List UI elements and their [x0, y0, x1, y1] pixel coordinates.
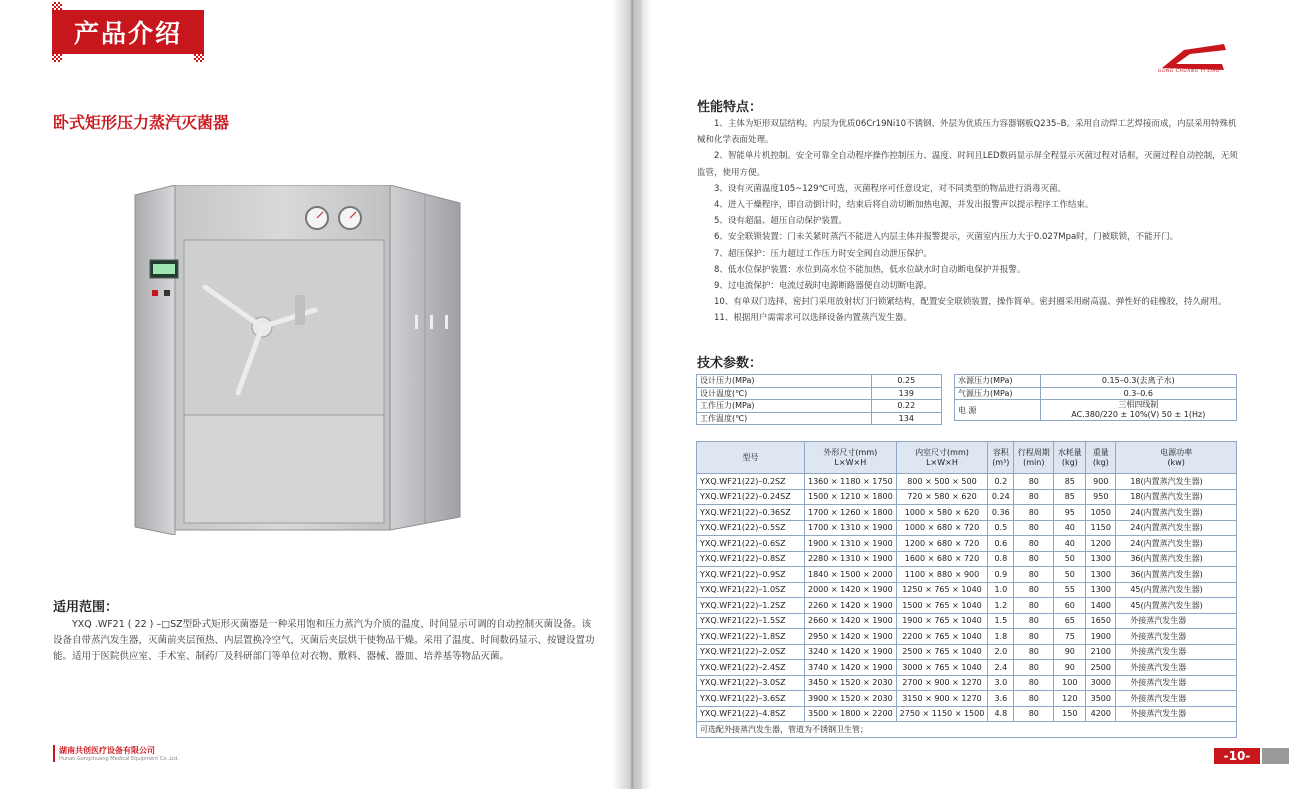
cell-weight: 1300	[1086, 582, 1116, 598]
cell-outer-size: 2660 × 1420 × 1900	[805, 613, 897, 629]
cell-model: YXQ.WF21(22)–4.8SZ	[697, 706, 805, 722]
cell-volume: 3.0	[988, 675, 1014, 691]
cell-water: 40	[1054, 520, 1086, 536]
left-page	[0, 0, 632, 789]
header-text: 水耗量	[1057, 447, 1082, 457]
cell-inner-size: 1100 × 880 × 900	[896, 567, 988, 583]
table-note-row	[697, 722, 1237, 738]
cell-volume: 1.8	[988, 629, 1014, 645]
header-text: 外形尺寸(mm)	[823, 447, 878, 457]
right-page	[642, 0, 1289, 789]
param-label: 水源压力(MPa)	[955, 375, 1041, 388]
cell-volume: 0.5	[988, 520, 1014, 536]
feature-item: 11、根据用户需需求可以选择设备内置蒸汽发生器。	[714, 313, 912, 324]
cell-water: 75	[1054, 629, 1086, 645]
header-subtext: (m³)	[992, 457, 1010, 467]
cell-weight: 1300	[1086, 567, 1116, 583]
cell-power: 18(内置蒸汽发生器)	[1116, 474, 1237, 490]
col-water	[1054, 442, 1086, 474]
header-text: 重量	[1092, 447, 1109, 457]
param-label: 气源压力(MPa)	[955, 387, 1041, 400]
features-list	[697, 116, 1239, 327]
cell-water: 50	[1054, 551, 1086, 567]
cell-power: 外接蒸汽发生器	[1116, 706, 1237, 722]
col-weight	[1086, 442, 1116, 474]
param-value: 0.3–0.6	[1040, 387, 1236, 400]
cell-weight: 1050	[1086, 505, 1116, 521]
table-note: 可选配外接蒸汽发生器，管道为不锈钢卫生管；	[697, 722, 1237, 738]
cell-cycle: 80	[1014, 520, 1054, 536]
cell-cycle: 80	[1014, 629, 1054, 645]
cell-inner-size: 1200 × 680 × 720	[896, 536, 988, 552]
table-row	[697, 412, 942, 425]
cell-model: YXQ.WF21(22)–1.0SZ	[697, 582, 805, 598]
cell-water: 60	[1054, 598, 1086, 614]
header-text: 内室尺寸(mm)	[915, 447, 969, 457]
cell-cycle: 80	[1014, 474, 1054, 490]
cell-weight: 900	[1086, 474, 1116, 490]
header-text: 容积	[992, 447, 1009, 457]
col-volume	[988, 442, 1014, 474]
cell-inner-size: 2200 × 765 × 1040	[896, 629, 988, 645]
cell-inner-size: 1000 × 580 × 620	[896, 505, 988, 521]
cell-inner-size: 3000 × 765 × 1040	[896, 660, 988, 676]
cell-model: YXQ.WF21(22)–0.2SZ	[697, 474, 805, 490]
table-row	[697, 474, 1237, 490]
cell-volume: 2.0	[988, 644, 1014, 660]
col-inner-size	[896, 442, 988, 474]
cell-weight: 1650	[1086, 613, 1116, 629]
feature-item: 6、安全联锁装置：门未关紧时蒸汽不能进入内层主体并报警提示，灭菌室内压力大于0.027Mpa时，门被联锁，不能开门。	[714, 232, 1179, 243]
cell-water: 120	[1054, 691, 1086, 707]
cell-outer-size: 1840 × 1500 × 2000	[805, 567, 897, 583]
cell-model: YXQ.WF21(22)–0.9SZ	[697, 567, 805, 583]
cell-model: YXQ.WF21(22)–0.24SZ	[697, 489, 805, 505]
cell-model: YXQ.WF21(22)–2.4SZ	[697, 660, 805, 676]
cell-power: 45(内置蒸汽发生器)	[1116, 582, 1237, 598]
cell-water: 90	[1054, 660, 1086, 676]
scope-description: YXQ .WF21 ( 22 ) –□SZ型卧式矩形灭菌器是一种采用饱和压力蒸汽为介质的温度、时间显示可调的自动控制灭菌设备。该设备自带蒸汽发生器，灭菌前夹层预热、内层置换冷空气，灭菌后夹层烘干使物品干燥。采用了温度、时间数码显示、按键设置功能。适用于医院供应室、手术室、制药厂及科研部门等单位对衣物、敷料、器械、器皿、培养基等物品灭菌。	[53, 619, 595, 662]
cell-power: 外接蒸汽发生器	[1116, 675, 1237, 691]
param-label: 工作压力(MPa)	[697, 400, 872, 413]
cell-outer-size: 1700 × 1260 × 1800	[805, 505, 897, 521]
cell-outer-size: 1500 × 1210 × 1800	[805, 489, 897, 505]
cell-volume: 3.6	[988, 691, 1014, 707]
cell-cycle: 80	[1014, 598, 1054, 614]
cell-water: 100	[1054, 675, 1086, 691]
cell-outer-size: 3450 × 1520 × 2030	[805, 675, 897, 691]
cell-model: YXQ.WF21(22)–1.8SZ	[697, 629, 805, 645]
cell-power: 36(内置蒸汽发生器)	[1116, 551, 1237, 567]
cell-weight: 4200	[1086, 706, 1116, 722]
cell-weight: 950	[1086, 489, 1116, 505]
cell-water: 50	[1054, 567, 1086, 583]
col-outer-size	[805, 442, 897, 474]
cell-volume: 0.24	[988, 489, 1014, 505]
company-logo-icon	[1154, 40, 1234, 80]
header-subtext: (min)	[1023, 457, 1045, 467]
sterilizer-product-image	[120, 185, 500, 535]
cell-model: YXQ.WF21(22)–1.2SZ	[697, 598, 805, 614]
table-row	[697, 387, 942, 400]
cell-volume: 0.36	[988, 505, 1014, 521]
cell-volume: 1.2	[988, 598, 1014, 614]
cell-inner-size: 720 × 580 × 620	[896, 489, 988, 505]
cell-outer-size: 1700 × 1310 × 1900	[805, 520, 897, 536]
page-number: -10-	[1214, 748, 1260, 764]
cell-inner-size: 1000 × 680 × 720	[896, 520, 988, 536]
param-value: 0.22	[871, 400, 941, 413]
table-row	[955, 375, 1237, 388]
cell-model: YXQ.WF21(22)–3.0SZ	[697, 675, 805, 691]
table-row	[697, 375, 942, 388]
col-model: 型号	[697, 442, 805, 474]
cell-power: 外接蒸汽发生器	[1116, 660, 1237, 676]
feature-item: 3、设有灭菌温度105~129℃可选，灭菌程序可任意设定，对不同类型的物品进行消毒灭菌。	[714, 183, 1067, 194]
cell-cycle: 80	[1014, 613, 1054, 629]
header-subtext: L×W×H	[926, 457, 958, 467]
cell-inner-size: 800 × 500 × 500	[896, 474, 988, 490]
cell-water: 90	[1054, 644, 1086, 660]
cell-model: YXQ.WF21(22)–3.6SZ	[697, 691, 805, 707]
cell-cycle: 80	[1014, 489, 1054, 505]
product-title: 卧式矩形压力蒸汽灭菌器	[53, 113, 230, 132]
header-subtext: L×W×H	[834, 457, 867, 467]
feature-item: 4、进入干燥程序，即自动倒计时，结束后将自动切断加热电源，并发出报警声以提示程序工作结束。	[714, 200, 1094, 211]
table-row	[697, 567, 1237, 583]
cell-outer-size: 3740 × 1420 × 1900	[805, 660, 897, 676]
table-row	[697, 489, 1237, 505]
header-subtext: (kg)	[1092, 457, 1109, 467]
cell-power: 24(内置蒸汽发生器)	[1116, 505, 1237, 521]
cell-outer-size: 3240 × 1420 × 1900	[805, 644, 897, 660]
cell-cycle: 80	[1014, 660, 1054, 676]
cell-cycle: 80	[1014, 644, 1054, 660]
cell-water: 85	[1054, 489, 1086, 505]
utility-params-table	[954, 374, 1237, 421]
table-row	[697, 629, 1237, 645]
cell-outer-size: 1360 × 1180 × 1750	[805, 474, 897, 490]
table-row	[697, 520, 1237, 536]
param-value: 134	[871, 412, 941, 425]
table-row	[697, 400, 942, 413]
cell-water: 55	[1054, 582, 1086, 598]
cell-inner-size: 1500 × 765 × 1040	[896, 598, 988, 614]
table-header-row	[697, 442, 1237, 474]
cell-cycle: 80	[1014, 567, 1054, 583]
section-banner: 产品介绍	[52, 10, 204, 54]
cell-power: 24(内置蒸汽发生器)	[1116, 520, 1237, 536]
header-text: 电源功率	[1160, 447, 1193, 457]
cell-model: YXQ.WF21(22)–2.0SZ	[697, 644, 805, 660]
cell-power: 36(内置蒸汽发生器)	[1116, 567, 1237, 583]
cell-weight: 1300	[1086, 551, 1116, 567]
cell-model: YXQ.WF21(22)–0.6SZ	[697, 536, 805, 552]
param-value: 139	[871, 387, 941, 400]
param-value	[1040, 400, 1236, 421]
cell-water: 65	[1054, 613, 1086, 629]
cell-inner-size: 2700 × 900 × 1270	[896, 675, 988, 691]
cell-volume: 0.8	[988, 551, 1014, 567]
header-subtext: (kg)	[1061, 457, 1078, 467]
cell-weight: 1900	[1086, 629, 1116, 645]
cell-volume: 1.0	[988, 582, 1014, 598]
cell-cycle: 80	[1014, 551, 1054, 567]
param-label: 设计压力(MPa)	[697, 375, 872, 388]
table-row	[697, 598, 1237, 614]
cell-volume: 0.9	[988, 567, 1014, 583]
cell-cycle: 80	[1014, 536, 1054, 552]
cell-weight: 2100	[1086, 644, 1116, 660]
cell-cycle: 80	[1014, 505, 1054, 521]
page-number-decoration	[1262, 748, 1289, 764]
feature-item: 7、超压保护：压力超过工作压力时安全阀自动泄压保护。	[714, 248, 932, 259]
table-row	[697, 675, 1237, 691]
cell-water: 85	[1054, 474, 1086, 490]
cell-outer-size: 1900 × 1310 × 1900	[805, 536, 897, 552]
param-value: 0.25	[871, 375, 941, 388]
feature-item: 8、低水位保护装置：水位到高水位不能加热，低水位缺水时自动断电保护并报警。	[714, 264, 1026, 275]
table-row	[697, 691, 1237, 707]
param-value: 0.15–0.3(去离子水)	[1040, 375, 1236, 388]
cell-inner-size: 2500 × 765 × 1040	[896, 644, 988, 660]
feature-item: 10、有单双门选择，密封门采用放射状门闩锁紧结构，配置安全联锁装置，操作简单。密封圈采用耐高温、弹性好的硅橡胶，持久耐用。	[714, 297, 1227, 308]
table-row	[697, 551, 1237, 567]
cell-volume: 2.4	[988, 660, 1014, 676]
param-label: 电 源	[955, 400, 1041, 421]
design-params-table	[696, 374, 942, 425]
cell-power: 外接蒸汽发生器	[1116, 691, 1237, 707]
feature-item: 2、智能单片机控制。安全可靠全自动程序操作控制压力、温度、时间且LED数码显示屏全程显示灭菌过程对话框，灭菌过程自动控制，无须监管，使用方便。	[697, 151, 1238, 178]
cell-outer-size: 2950 × 1420 × 1900	[805, 629, 897, 645]
cell-inner-size: 2750 × 1150 × 1500	[896, 706, 988, 722]
col-power	[1116, 442, 1237, 474]
cell-cycle: 80	[1014, 706, 1054, 722]
cell-model: YXQ.WF21(22)–0.36SZ	[697, 505, 805, 521]
cell-power: 外接蒸汽发生器	[1116, 613, 1237, 629]
col-cycle	[1014, 442, 1054, 474]
table-row	[697, 613, 1237, 629]
banner-checker-decoration	[194, 52, 204, 62]
cell-inner-size: 1900 × 765 × 1040	[896, 613, 988, 629]
power-value-line: AC.380/220 ± 10%(V) 50 ± 1(Hz)	[1071, 410, 1206, 419]
model-spec-table	[696, 441, 1237, 738]
cell-water: 40	[1054, 536, 1086, 552]
cell-inner-size: 1600 × 680 × 720	[896, 551, 988, 567]
header-subtext: (kw)	[1167, 457, 1185, 467]
param-label: 设计温度(℃)	[697, 387, 872, 400]
cell-volume: 0.2	[988, 474, 1014, 490]
scope-title: 适用范围：	[53, 600, 119, 615]
table-row	[697, 644, 1237, 660]
header-text: 行程周期	[1017, 447, 1050, 457]
feature-item: 1、主体为矩形双层结构。内层为优质06Cr19Ni10不锈钢、外层为优质压力容器钢板Q235–B。采用自动焊工艺焊接而成，内层采用特殊机械和化学表面处理。	[697, 119, 1237, 146]
table-row	[697, 536, 1237, 552]
cell-weight: 1200	[1086, 536, 1116, 552]
feature-item: 5、设有超温、超压自动保护装置。	[714, 216, 847, 227]
param-label: 工作温度(℃)	[697, 412, 872, 425]
logo-text: GONG CHUANG YI LIAO	[1158, 69, 1220, 74]
cell-model: YXQ.WF21(22)–0.5SZ	[697, 520, 805, 536]
cell-inner-size: 3150 × 900 × 1270	[896, 691, 988, 707]
cell-power: 外接蒸汽发生器	[1116, 644, 1237, 660]
cell-outer-size: 3500 × 1800 × 2200	[805, 706, 897, 722]
banner-checker-decoration	[52, 52, 62, 62]
cell-weight: 3500	[1086, 691, 1116, 707]
cell-volume: 4.8	[988, 706, 1014, 722]
table-row	[697, 660, 1237, 676]
company-footer	[53, 745, 179, 762]
cell-outer-size: 2280 × 1310 × 1900	[805, 551, 897, 567]
cell-cycle: 80	[1014, 582, 1054, 598]
cell-volume: 0.6	[988, 536, 1014, 552]
cell-power: 18(内置蒸汽发生器)	[1116, 489, 1237, 505]
cell-weight: 1400	[1086, 598, 1116, 614]
cell-weight: 3000	[1086, 675, 1116, 691]
cell-power: 外接蒸汽发生器	[1116, 629, 1237, 645]
tech-params-title: 技术参数：	[697, 356, 763, 371]
cell-water: 95	[1054, 505, 1086, 521]
table-row	[697, 505, 1237, 521]
cell-outer-size: 3900 × 1520 × 2030	[805, 691, 897, 707]
cell-cycle: 80	[1014, 691, 1054, 707]
cell-outer-size: 2260 × 1420 × 1900	[805, 598, 897, 614]
cell-model: YXQ.WF21(22)–0.8SZ	[697, 551, 805, 567]
cell-weight: 2500	[1086, 660, 1116, 676]
cell-power: 45(内置蒸汽发生器)	[1116, 598, 1237, 614]
company-name-cn: 湖南共创医疗设备有限公司	[59, 746, 155, 755]
cell-volume: 1.5	[988, 613, 1014, 629]
spec-table-body	[697, 474, 1237, 722]
company-name-en: Hunan Gongchuang Medical Equipment Co.,Ltd.	[59, 756, 179, 762]
table-row	[697, 582, 1237, 598]
cell-cycle: 80	[1014, 675, 1054, 691]
cell-water: 150	[1054, 706, 1086, 722]
power-value-line: 三相四线制	[1118, 400, 1159, 409]
cell-weight: 1150	[1086, 520, 1116, 536]
cell-model: YXQ.WF21(22)–1.5SZ	[697, 613, 805, 629]
cell-power: 24(内置蒸汽发生器)	[1116, 536, 1237, 552]
cell-inner-size: 1250 × 765 × 1040	[896, 582, 988, 598]
cell-outer-size: 2000 × 1420 × 1900	[805, 582, 897, 598]
feature-item: 9、过电流保护：电流过载时电源断路器便自动切断电源。	[714, 281, 932, 292]
table-row	[697, 706, 1237, 722]
table-row	[955, 387, 1237, 400]
features-title: 性能特点：	[697, 100, 763, 115]
